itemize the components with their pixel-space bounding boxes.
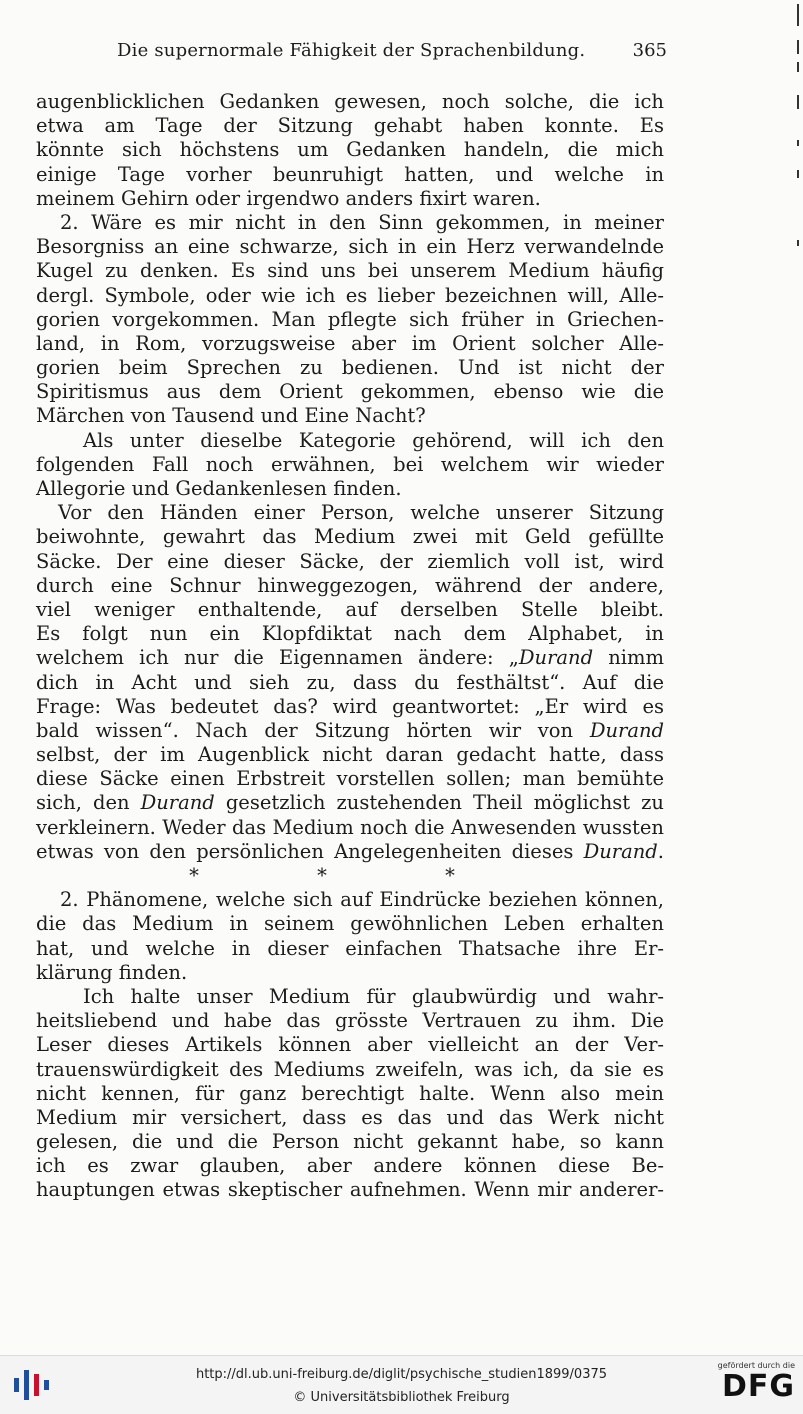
dfg-logo (707, 1361, 795, 1411)
text-line: land, in Rom, vorzugsweise aber im Orient solcher Alle- (36, 331, 664, 355)
page-number: 365 (632, 40, 667, 61)
text-line: Spiritismus aus dem Orient gekommen, ebenso wie die (36, 380, 664, 404)
proper-name: Durand (583, 839, 658, 863)
text-line: Allegorie und Gedankenlesen finden. (36, 477, 402, 500)
text-line: gorien beim Sprechen zu bedienen. Und ist nicht der (36, 356, 664, 380)
text-line: augenblicklichen Gedanken gewesen, noch solche, die ich (36, 90, 664, 113)
scan-edge-marks (791, 0, 803, 460)
text-line: Als unter dieselbe Kategorie gehörend, will ich den (83, 428, 664, 452)
text-line: Frage: Was bedeutet das? wird geantwortet: „Er wird es (36, 694, 664, 718)
text-line: 2. Wäre es mir nicht in den Sinn gekommen, in meiner (60, 210, 664, 234)
text-line: gorien vorgekommen. Man pflegte sich früher in Griechen- (36, 307, 664, 331)
text-line: hat, und welche in dieser einfachen Thatsache ihre Er- (36, 936, 664, 960)
proper-name: Durand (518, 646, 594, 670)
text-line: sich, den Durand gesetzlich zustehenden Theil möglichst zu (36, 791, 664, 815)
running-title: Die supernormale Fähigkeit der Sprachenbildung. (117, 40, 586, 61)
text-line: gelesen, die und die Person nicht gekannt habe, so kann (36, 1130, 664, 1154)
text-line: Säcke. Der eine dieser Säcke, der ziemlich voll ist, wird (36, 549, 664, 573)
text-line: diese Säcke einen Erbstreit vorstellen sollen; man bemühte (36, 767, 664, 791)
text-line: trauenswürdigkeit des Mediums zweifeln, was ich, da sie es (36, 1057, 664, 1081)
text-line: einige Tage vorher beunruhigt hatten, und welche in (36, 162, 664, 186)
text-line: dich in Acht und sieh zu, dass du festhältst“. Auf die (36, 670, 664, 694)
text-line: beiwohnte, gewahrt das Medium zwei mit Geld gefüllte (36, 525, 664, 549)
text-line: Kugel zu denken. Es sind uns bei unserem Medium häufig (36, 259, 664, 283)
viewer-footer (0, 1355, 803, 1414)
text-line: etwas von den persönlichen Angelegenheiten dieses Durand. (36, 839, 664, 863)
dfg-caption: gefördert durch die (717, 1361, 795, 1370)
text-line: Leser dieses Artikels können aber vielleicht an der Ver- (36, 1033, 664, 1057)
text-line: folgenden Fall noch erwähnen, bei welchem wir wieder (36, 452, 664, 476)
text-line: dergl. Symbole, oder wie ich es lieber bezeichnen will, Alle- (36, 283, 664, 307)
running-header (95, 40, 667, 70)
text-line: etwa am Tage der Sitzung gehabt haben konnte. Es (36, 114, 664, 138)
text-line: verkleinern. Weder das Medium noch die Anwesenden wussten (36, 815, 664, 839)
text-line: 2. Phänomene, welche sich auf Eindrücke beziehen können, (60, 888, 664, 912)
text-line: Märchen von Tausend und Eine Nacht? (36, 404, 426, 428)
text-line: könnte sich höchstens um Gedanken handeln, die mich (36, 138, 664, 162)
text-line: Ich halte unser Medium für glaubwürdig und wahr- (83, 984, 664, 1008)
text-line: meinem Gehirn oder irgendwo anders fixirt waren. (36, 186, 541, 210)
text-line: die das Medium in seinem gewöhnlichen Leben erhalten (36, 912, 664, 936)
text-line: hauptungen etwas skeptischer aufnehmen. Wenn mir anderer- (36, 1178, 664, 1202)
text-line: Medium mir versichert, dass es das und das Werk nicht (36, 1105, 664, 1129)
permalink[interactable]: http://dl.ub.uni-freiburg.de/diglit/psychische_studien1899/0375 (195, 1367, 608, 1382)
text-line: nicht kennen, für ganz berechtigt halte. Wenn also mein (36, 1081, 664, 1105)
text-line: bald wissen“. Nach der Sitzung hörten wir von Durand (36, 718, 664, 742)
proper-name: Durand (140, 791, 215, 815)
text-line: Es folgt nun ein Klopfdiktat nach dem Alphabet, in (36, 622, 664, 646)
text-line: viel weniger enthaltende, auf derselben Stelle bleibt. (36, 597, 664, 621)
text-line: ich es zwar glauben, aber andere können diese Be- (36, 1154, 664, 1178)
text-line: durch eine Schnur hinweggezogen, während der andere, (36, 573, 664, 597)
body-text (36, 90, 664, 1203)
text-line: heitsliebend und habe das grösste Vertrauen zu ihm. Die (36, 1009, 664, 1033)
copyright-notice: © Universitätsbibliothek Freiburg (293, 1390, 510, 1405)
text-line: selbst, der im Augenblick nicht daran gedacht hatte, dass (36, 743, 664, 767)
text-line: welchem ich nur die Eigennamen ändere: „Durand nimm (36, 646, 664, 670)
text-line: Vor den Händen einer Person, welche unserer Sitzung (58, 501, 664, 525)
text-line: klärung finden. (36, 960, 188, 984)
proper-name: Durand (589, 718, 664, 742)
section-asterisks: * * * (189, 864, 511, 887)
dfg-wordmark: DFG (721, 1369, 795, 1404)
text-line: Besorgniss an eine schwarze, sich in ein Herz verwandelnde (36, 235, 664, 259)
